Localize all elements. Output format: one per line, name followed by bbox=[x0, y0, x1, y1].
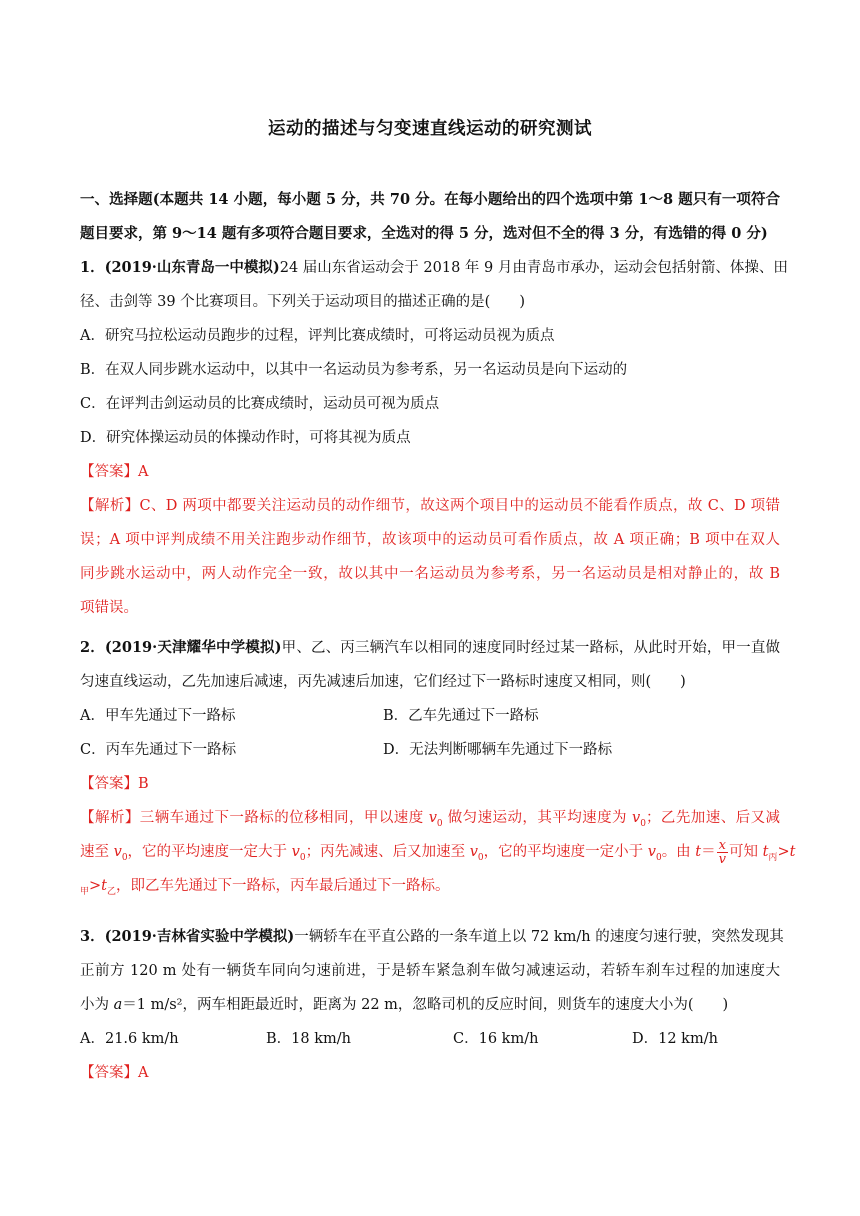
velocity-subscript: 0 bbox=[640, 818, 646, 829]
greater-than-sign: > bbox=[89, 878, 102, 894]
question-2-option-a: A．甲车先通过下一路标 bbox=[80, 708, 236, 724]
question-1-explanation-line-1: 【解析】C、D 两项中都要关注运动员的动作细节，故这两个项目中的运动员不能看作质点，故 C、D 项错 bbox=[80, 498, 780, 514]
velocity-symbol: v bbox=[428, 810, 437, 826]
question-2-option-b: B．乙车先通过下一路标 bbox=[383, 708, 539, 724]
question-2-explanation-text: ，它的平均速度一定小于 bbox=[483, 844, 648, 860]
question-2-options-row-2 bbox=[80, 733, 780, 767]
question-3 bbox=[80, 920, 784, 1090]
question-1-option-b: B．在双人同步跳水运动中，以其中一名运动员为参考系，另一名运动员是向下运动的 bbox=[80, 362, 628, 378]
question-1-source: 1．(2019·山东青岛一中模拟) bbox=[80, 259, 280, 276]
question-2-explanation-line-2 bbox=[80, 835, 796, 869]
acceleration-symbol: a bbox=[113, 997, 123, 1013]
velocity-symbol: v bbox=[113, 844, 122, 860]
question-1 bbox=[80, 251, 788, 625]
question-2-stem-line-2: 匀速直线运动，乙先加速后减速，丙先减速后加速，它们经过下一路标时速度又相同，则( ) bbox=[80, 674, 686, 690]
question-3-option-c: C．16 km/h bbox=[453, 1031, 539, 1047]
question-2-explanation-text: ，即乙车先通过下一路标，丙车最后通过下一路标。 bbox=[116, 878, 450, 894]
question-2-explanation-text: 。由 bbox=[661, 844, 696, 860]
fraction-numerator: x bbox=[717, 839, 728, 853]
velocity-subscript: 0 bbox=[436, 818, 443, 829]
velocity-symbol: v bbox=[469, 844, 478, 860]
greater-than-sign: > bbox=[777, 844, 790, 860]
question-1-explanation-line-4: 项错误。 bbox=[80, 600, 138, 616]
section-instruction-line-1: 一、选择题(本题共 14 小题，每小题 5 分，共 70 分。在每小题给出的四个选项中第 1～8 题只有一项符合 bbox=[80, 191, 780, 208]
question-3-answer: 【答案】A bbox=[80, 1065, 149, 1081]
question-3-stem-text: ＝1 m/s²，两车相距最近时，距离为 22 m，忽略司机的反应时间，则货车的速度大小为( ) bbox=[122, 997, 729, 1013]
question-2-explanation-text: 速至 bbox=[80, 844, 114, 860]
question-2-explanation-text: 【解析】三辆车通过下一路标的位移相同，甲以速度 bbox=[80, 810, 429, 826]
question-3-option-d: D．12 km/h bbox=[632, 1031, 718, 1047]
question-2-explanation-line-3 bbox=[80, 869, 780, 903]
time-subscript-yi: 乙 bbox=[107, 886, 117, 897]
question-1-option-d: D．研究体操运动员的体操动作时，可将其视为质点 bbox=[80, 430, 411, 446]
page-title: 运动的描述与匀变速直线运动的研究测试 bbox=[268, 119, 592, 139]
question-2-stem-line-1 bbox=[80, 631, 780, 665]
question-2-options-row-1 bbox=[80, 699, 780, 733]
question-1-answer: 【答案】A bbox=[80, 464, 149, 480]
time-symbol: t bbox=[789, 844, 796, 860]
equals-sign: ＝ bbox=[701, 844, 716, 860]
question-2-explanation-text: 可知 bbox=[728, 844, 763, 860]
velocity-subscript: 0 bbox=[299, 852, 306, 863]
time-subscript-jia: 甲 bbox=[80, 886, 90, 897]
question-2-answer: 【答案】B bbox=[80, 776, 149, 792]
question-3-source: 3．(2019·吉林省实验中学模拟) bbox=[80, 928, 295, 945]
question-3-stem-line-1 bbox=[80, 920, 784, 954]
question-3-stem-line-2: 正前方 120 m 处有一辆货车同向匀速前进，于是轿车紧急刹车做匀减速运动，若轿车刹车过程的加速度大 bbox=[80, 963, 780, 979]
question-3-stem-line-3 bbox=[80, 988, 780, 1022]
velocity-subscript: 0 bbox=[655, 852, 662, 863]
question-1-explanation-line-3: 同步跳水运动中，两人动作完全一致，故以其中一名运动员为参考系，另一名运动员是相对静止的，故 B bbox=[80, 566, 780, 582]
question-2-explanation-text: ，它的平均速度一定大于 bbox=[127, 844, 292, 860]
velocity-symbol: v bbox=[291, 844, 300, 860]
question-2-explanation-line-1 bbox=[80, 801, 780, 835]
question-3-option-a: A．21.6 km/h bbox=[80, 1031, 179, 1047]
question-2-explanation-text: ；丙先减速、后又加速至 bbox=[305, 844, 470, 860]
time-symbol: t bbox=[762, 844, 769, 860]
question-1-stem-text-1: 24 届山东省运动会于 2018 年 9 月由青岛市承办，运动会包括射箭、体操、田 bbox=[279, 260, 788, 276]
velocity-symbol: v bbox=[647, 844, 656, 860]
question-2-option-d: D．无法判断哪辆车先通过下一路标 bbox=[383, 742, 613, 758]
question-3-stem-text-1: 一辆轿车在平直公路的一条车道上以 72 km/h 的速度匀速行驶，突然发现其 bbox=[294, 929, 784, 945]
question-2-stem-text-1: 甲、乙、丙三辆汽车以相同的速度同时经过某一路标，从此时开始，甲一直做 bbox=[281, 640, 780, 656]
time-symbol: t bbox=[695, 844, 702, 860]
section-header bbox=[80, 183, 780, 251]
question-1-option-c: C．在评判击剑运动员的比赛成绩时，运动员可视为质点 bbox=[80, 396, 440, 412]
velocity-subscript: 0 bbox=[121, 852, 128, 863]
section-instruction-line-2: 题目要求，第 9～14 题有多项符合题目要求，全选对的得 5 分，选对但不全的得 3 分，有选错的得 0 分) bbox=[80, 225, 768, 242]
question-1-stem-line-2: 径、击剑等 39 个比赛项目。下列关于运动项目的描述正确的是( ) bbox=[80, 294, 525, 310]
fraction-denominator: v bbox=[718, 851, 726, 867]
question-3-options-row bbox=[80, 1022, 780, 1056]
question-3-stem-text: 小为 bbox=[80, 997, 114, 1013]
question-2-explanation-text: ；乙先加速、后又减 bbox=[645, 810, 781, 826]
x-over-v-fraction bbox=[717, 839, 728, 866]
question-1-stem-line-1 bbox=[80, 251, 788, 285]
question-2-explanation-text: 做匀速运动，其平均速度为 bbox=[442, 810, 633, 826]
velocity-subscript: 0 bbox=[477, 852, 484, 863]
time-subscript-bing: 丙 bbox=[768, 852, 778, 863]
question-1-option-a: A．研究马拉松运动员跑步的过程，评判比赛成绩时，可将运动员视为质点 bbox=[80, 328, 555, 344]
question-2-option-c: C．丙车先通过下一路标 bbox=[80, 742, 237, 758]
time-symbol: t bbox=[101, 878, 107, 894]
question-2-source: 2．(2019·天津耀华中学模拟) bbox=[80, 639, 282, 656]
question-1-explanation-line-2: 误；A 项中评判成绩不用关注跑步动作细节，故该项中的运动员可看作质点，故 A 项正确；B 项中在双人 bbox=[80, 532, 780, 548]
question-3-option-b: B．18 km/h bbox=[266, 1031, 351, 1047]
question-2 bbox=[80, 631, 796, 903]
velocity-symbol: v bbox=[632, 810, 641, 826]
